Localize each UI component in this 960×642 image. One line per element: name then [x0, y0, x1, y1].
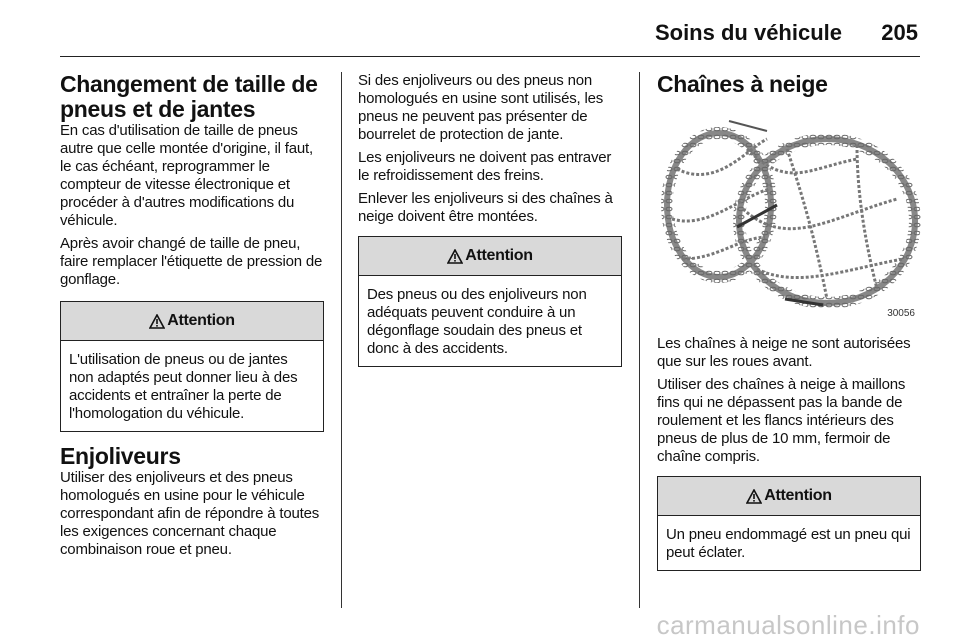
warning-header	[359, 237, 621, 276]
page-header	[60, 18, 920, 57]
warning-text: Des pneus ou des enjoliveurs non adéquats peuvent conduire à un dégonflage soudain des pneus et donc à des accidents.	[367, 286, 587, 357]
snow-chain-icon	[657, 109, 921, 321]
page-number: 205	[881, 20, 918, 45]
warning-header	[658, 477, 920, 516]
paragraph: Utiliser des chaînes à neige à maillons fins qui ne dépassent pas la bande de roulement et les flancs intérieurs des pneus de plus de 10 mm, fermoir de chaîne compris.	[657, 376, 906, 465]
paragraph: Enlever les enjoliveurs si des chaînes à neige doivent être montées.	[358, 190, 613, 225]
warning-label: Attention	[465, 247, 533, 264]
section-title: Soins du véhicule	[654, 20, 842, 45]
warning-box	[358, 236, 622, 367]
warning-label: Attention	[764, 487, 832, 504]
illustration-code: 30056	[887, 308, 915, 319]
paragraph: Les enjoliveurs ne doivent pas entraver le refroidissement des freins.	[358, 149, 612, 184]
paragraph: Utiliser des enjoliveurs et des pneus homologués en usine pour le véhicule correspondant afin de répondre à toutes les exigences concernant chaque combinaison roue et pneu.	[60, 469, 320, 558]
column-2	[358, 72, 622, 379]
heading-tire-size-change: Changement de taille de pneus et de jantes	[60, 71, 318, 122]
watermark: carmanualsonline.info	[656, 610, 920, 640]
heading-snow-chains: Chaînes à neige	[657, 71, 828, 97]
paragraph: Les chaînes à neige ne sont autorisées que sur les roues avant.	[657, 335, 911, 370]
warning-text: Un pneu endommagé est un pneu qui peut éclater.	[666, 526, 911, 561]
warning-triangle-icon	[149, 314, 165, 329]
warning-label: Attention	[167, 312, 235, 329]
warning-triangle-icon	[447, 249, 463, 264]
snow-chain-illustration	[657, 109, 921, 321]
column-divider-1	[341, 72, 342, 608]
heading-wheel-covers: Enjoliveurs	[60, 443, 181, 469]
column-3	[657, 72, 921, 583]
paragraph: Si des enjoliveurs ou des pneus non homologués en usine sont utilisés, les pneus ne peuvent pas présenter de bourrelet de protection de jante.	[358, 72, 604, 143]
paragraph: Après avoir changé de taille de pneu, faire remplacer l'étiquette de pression de gonflage.	[60, 235, 323, 288]
warning-box	[60, 301, 324, 432]
column-divider-2	[639, 72, 640, 608]
warning-triangle-icon	[746, 489, 762, 504]
warning-text: L'utilisation de pneus ou de jantes non adaptés peut donner lieu à des accidents et entraîner la perte de l'homologation du véhicule.	[69, 351, 298, 422]
warning-box	[657, 476, 921, 571]
column-1	[60, 72, 324, 564]
paragraph: En cas d'utilisation de taille de pneus autre que celle montée d'origine, il faut, le cas échéant, reprogrammer le compteur de vitesse électronique et procéder à d'autres modifications du véhicule.	[60, 122, 313, 229]
warning-header	[61, 302, 323, 341]
